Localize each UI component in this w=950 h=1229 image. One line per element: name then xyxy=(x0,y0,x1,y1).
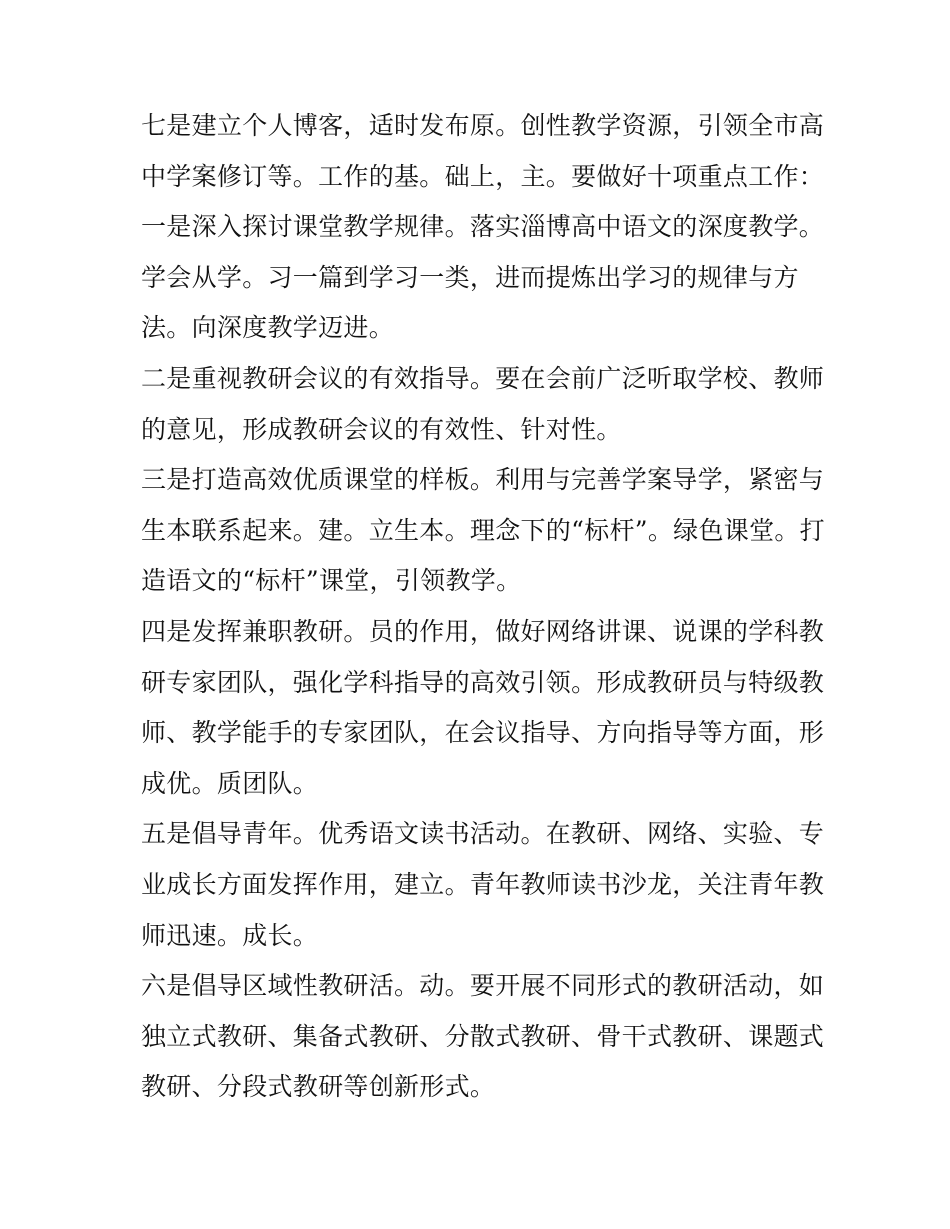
text-line-7: 的意见，形成教研会议的有效性、针对性。 xyxy=(141,414,622,444)
text-line-18: 六是倡导区域性教研活。动。要开展不同形式的教研活动，如 xyxy=(141,971,825,1001)
text-line-6: 二是重视教研会议的有效指导。要在会前广泛听取学校、教师 xyxy=(141,363,825,393)
document-body xyxy=(141,101,825,1113)
text-line-4: 学会从学。习一篇到学习一类，进而提炼出学习的规律与方 xyxy=(141,262,799,292)
text-line-9: 生本联系起来。建。立生本。理念下的“标杆”。绿色课堂。打 xyxy=(141,515,825,545)
text-line-12: 研专家团队，强化学科指导的高效引领。形成教研员与特级教 xyxy=(141,667,825,697)
text-line-17: 师迅速。成长。 xyxy=(141,920,319,950)
text-line-3: 一是深入探讨课堂教学规律。落实淄博高中语文的深度教学。 xyxy=(141,212,825,242)
text-line-19: 独立式教研、集备式教研、分散式教研、骨干式教研、课题式 xyxy=(141,1021,825,1051)
text-line-10: 造语文的“标杆”课堂，引领教学。 xyxy=(141,566,522,596)
text-line-2: 中学案修订等。工作的基。础上，主。要做好十项重点工作： xyxy=(141,161,825,191)
text-line-8: 三是打造高效优质课堂的样板。利用与完善学案导学，紧密与 xyxy=(141,465,825,495)
text-line-5: 法。向深度教学迈进。 xyxy=(141,313,395,343)
text-line-20: 教研、分段式教研等创新形式。 xyxy=(141,1072,496,1102)
text-line-13: 师、教学能手的专家团队，在会议指导、方向指导等方面，形 xyxy=(141,718,825,748)
text-line-1: 七是建立个人博客，适时发布原。创性教学资源，引领全市高 xyxy=(141,111,825,140)
text-line-16: 业成长方面发挥作用，建立。青年教师读书沙龙，关注青年教 xyxy=(141,869,825,899)
text-line-15: 五是倡导青年。优秀语文读书活动。在教研、网络、实验、专 xyxy=(141,819,825,849)
text-line-11: 四是发挥兼职教研。员的作用，做好网络讲课、说课的学科教 xyxy=(141,616,825,646)
text-line-14: 成优。质团队。 xyxy=(141,768,319,798)
